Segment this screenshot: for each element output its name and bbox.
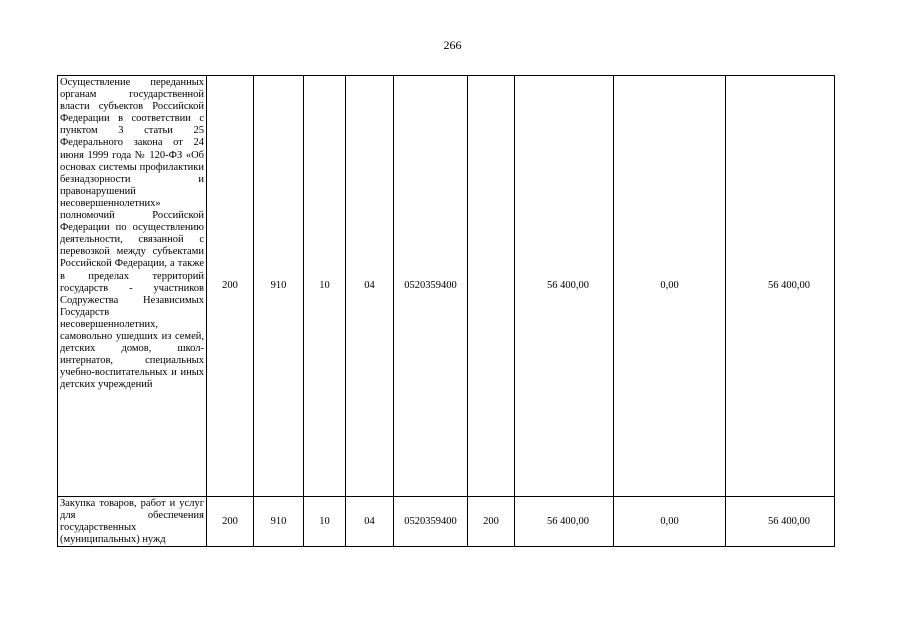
cell-expense-type bbox=[468, 76, 515, 497]
cell-section: 10 bbox=[304, 497, 346, 547]
cell-code: 200 bbox=[207, 76, 254, 497]
row-description: Осуществление переданных органам государственной власти субъектов Российской Федерации в соответствии с пунктом 3 статьи 25 Федерального закона от 24 июня 1999 года № 120-ФЗ «Об основах системы профилактики безнадзорности и правонарушений несовершеннолетних» полномочий Российской Федерации по осуществлению деятельности, связанной с перевозкой между субъектами Российской Федерации, а также в пределах территорий государств - участников Содружества Независимых Государств несовершеннолетних, самовольно ушедших из семей, детских домов, школ-интернатов, специальных учебно-воспитательных и иных детских учреждений bbox=[58, 76, 207, 497]
cell-amount-total: 56 400,00 bbox=[515, 497, 614, 547]
cell-amount-total: 56 400,00 bbox=[515, 76, 614, 497]
cell-expense-type: 200 bbox=[468, 497, 515, 547]
cell-amount-result: 56 400,00 bbox=[726, 76, 835, 497]
page-number: 266 bbox=[443, 38, 462, 52]
cell-amount-change: 0,00 bbox=[614, 76, 726, 497]
table-row bbox=[58, 497, 835, 547]
cell-amount-change: 0,00 bbox=[614, 497, 726, 547]
cell-ministry: 910 bbox=[254, 497, 304, 547]
cell-target-article: 0520359400 bbox=[394, 76, 468, 497]
table-row bbox=[58, 76, 835, 497]
cell-subsection: 04 bbox=[346, 76, 394, 497]
cell-subsection: 04 bbox=[346, 497, 394, 547]
budget-table bbox=[57, 75, 835, 547]
cell-section: 10 bbox=[304, 76, 346, 497]
row-description: Закупка товаров, работ и услуг для обеспечения государственных (муниципальных) нужд bbox=[58, 497, 207, 547]
cell-code: 200 bbox=[207, 497, 254, 547]
cell-target-article: 0520359400 bbox=[394, 497, 468, 547]
cell-ministry: 910 bbox=[254, 76, 304, 497]
cell-amount-result: 56 400,00 bbox=[726, 497, 835, 547]
